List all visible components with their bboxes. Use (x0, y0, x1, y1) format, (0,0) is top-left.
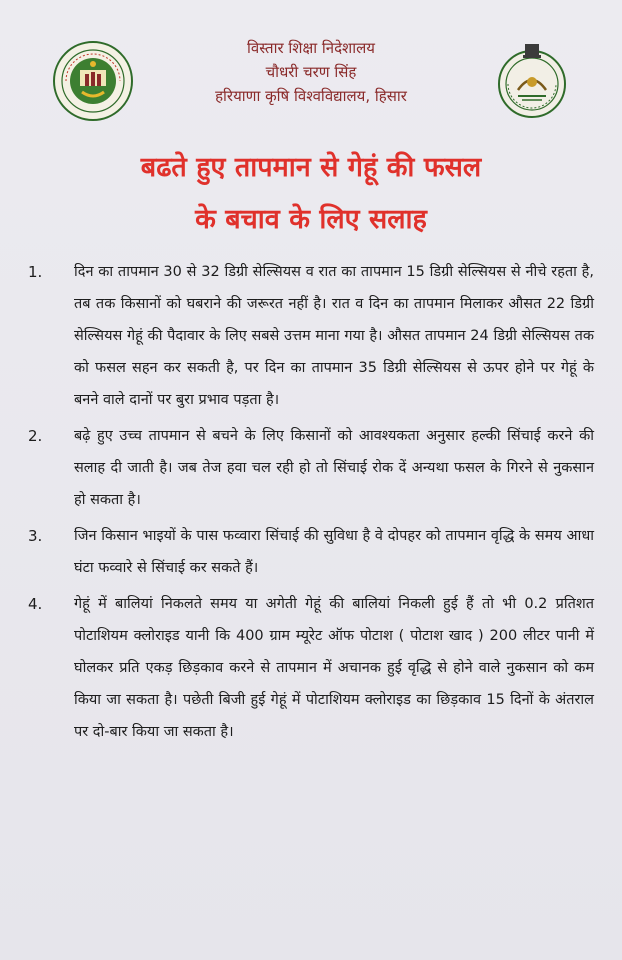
organization-name (150, 36, 472, 108)
title-line-2: के बचाव के लिए सलाह (195, 204, 427, 235)
list-item (28, 420, 594, 516)
item-number: 3. (28, 527, 43, 545)
org-line-1: विस्तार शिक्षा निदेशालय (246, 39, 376, 57)
org-line-2: चौधरी चरण सिंह (265, 63, 357, 81)
list-item (28, 256, 594, 416)
advice-list (28, 256, 594, 752)
list-item (28, 520, 594, 584)
item-number: 2. (28, 427, 43, 445)
item-number: 4. (28, 595, 43, 613)
item-number: 1. (28, 263, 43, 281)
item-text: दिन का तापमान 30 से 32 डिग्री सेल्सियस व रात का तापमान 15 डिग्री सेल्सियस से नीचे रहता है, तब तक किसानों को घबराने की जरूरत नहीं है। रात व दिन का तापमान मिलाकर औसत 22 डिग्री सेल्सियस गेहूं की पैदावार के लिए सबसे उत्तम माना गया है। औसत तापमान 24 डिग्री सेल्सियस तक को फसल सहन कर सकती है, पर दिन का तापमान 35 डिग्री सेल्सियस से ऊपर होने पर गेहूं के बनने वाले दानों पर बुरा प्रभाव पड़ता है। (74, 264, 594, 408)
title-line-1: बढते हुए तापमान से गेहूं की फसल (140, 152, 482, 183)
poster-title (20, 142, 602, 246)
item-text: जिन किसान भाइयों के पास फव्वारा सिंचाई की सुविधा है वे दोपहर को तापमान वृद्धि के समय आधा घंटा फव्वारे से सिंचाई कर सकते हैं। (74, 528, 594, 576)
org-line-3: हरियाणा कृषि विश्वविद्यालय, हिसार (215, 87, 407, 105)
item-text: गेहूं में बालियां निकलते समय या अगेती गेहूं की बालियां निकली हुई हैं तो भी 0.2 प्रतिशत पोटाशियम क्लोराइड यानी कि 400 ग्राम म्यूरेट ऑफ पोटाश ( पोटाश खाद ) 200 लीटर पानी में घोलकर प्रति एकड़ छिड़काव करने से तापमान में अचानक हुई वृद्धि से होने वाले नुकसान को कम किया जा सकता है। पछेती बिजी हुई गेहूं में पोटाशियम क्लोराइड का छिड़काव 15 दिनों के अंतराल पर दो-बार किया जा सकता है। (74, 596, 594, 740)
header (0, 36, 622, 136)
item-text: बढ़े हुए उच्च तापमान से बचने के लिए किसानों को आवश्यकता अनुसार हल्की सिंचाई करने की सलाह दी जाती है। जब तेज हवा चल रही हो तो सिंचाई रोक दें अन्यथा फसल के गिरने से नुकसान हो सकता है। (74, 428, 594, 508)
list-item (28, 588, 594, 748)
university-emblem-icon (52, 40, 134, 122)
haryana-state-emblem-icon (494, 40, 570, 120)
